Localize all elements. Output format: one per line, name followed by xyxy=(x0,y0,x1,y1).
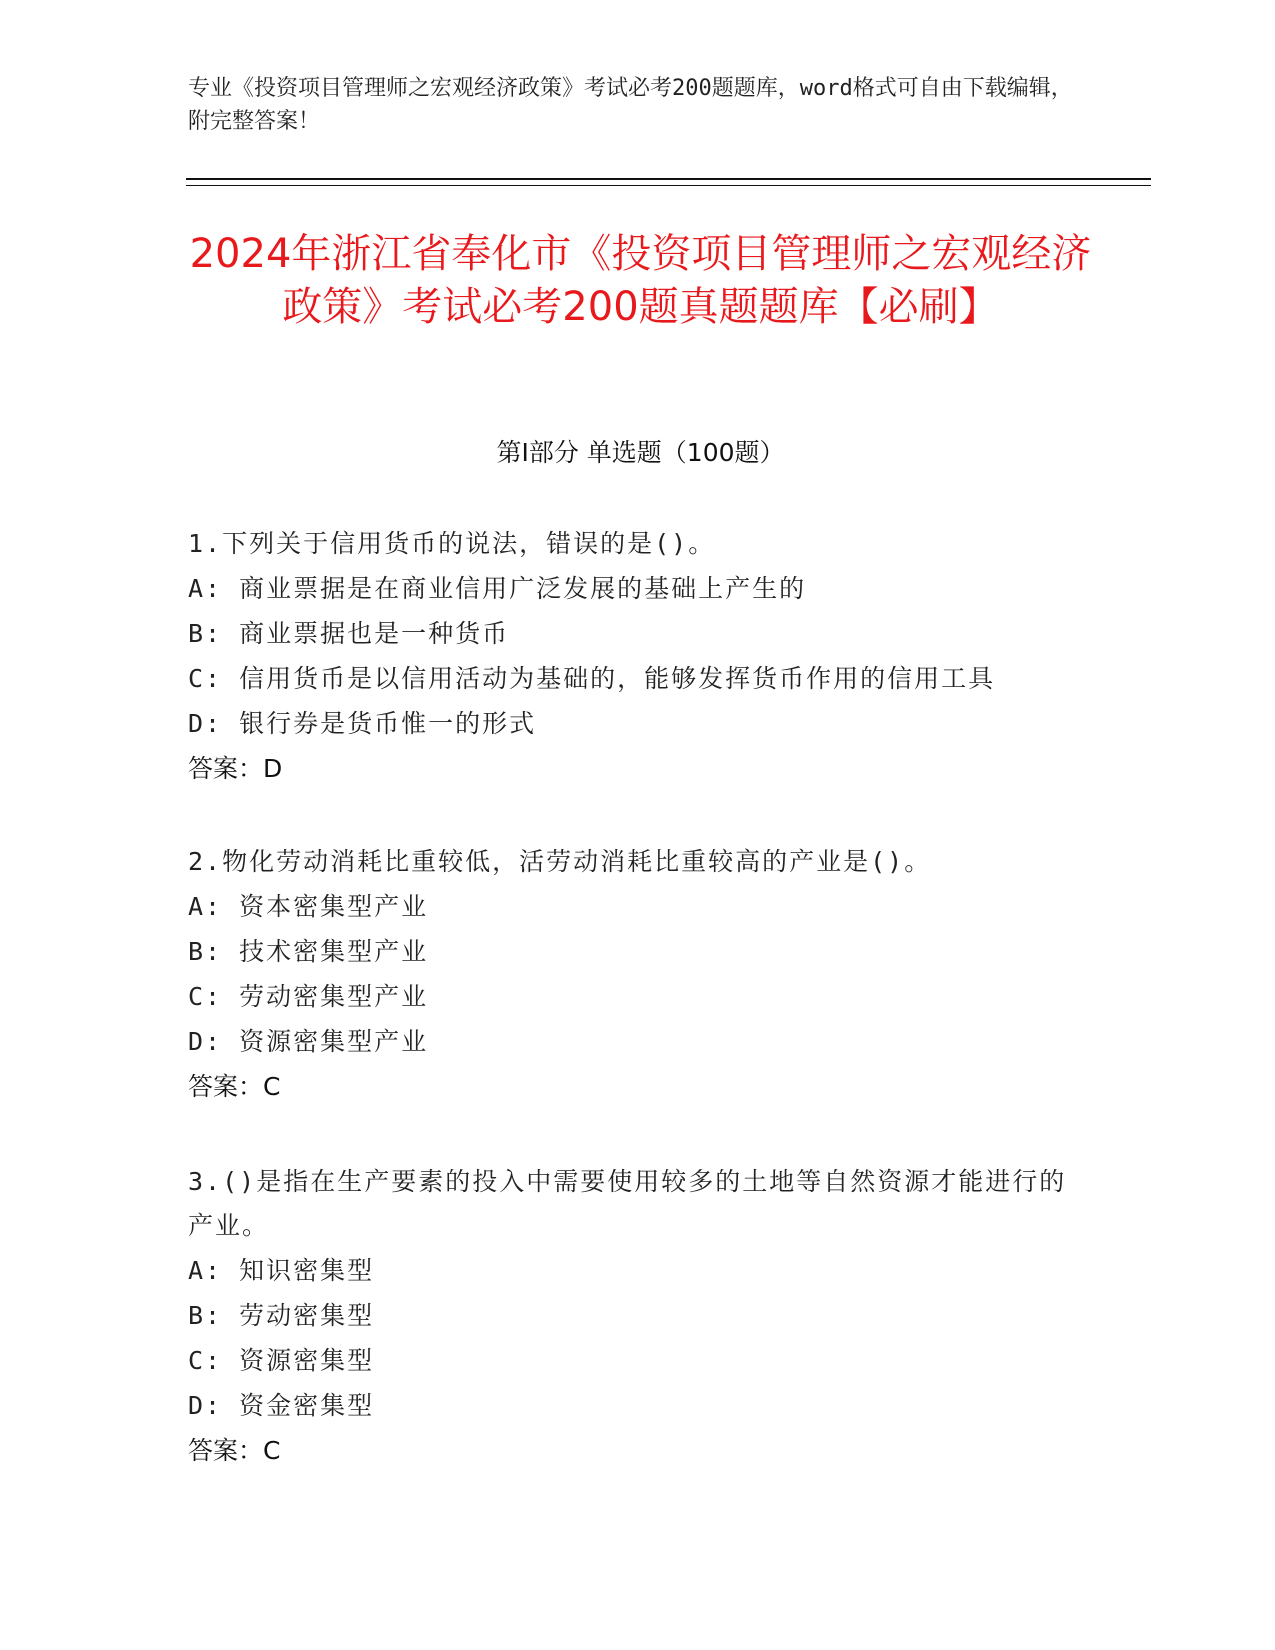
header-divider-thin xyxy=(186,185,1151,186)
option-a: A: 资本密集型产业 xyxy=(188,892,429,921)
option-c: C: 劳动密集型产业 xyxy=(188,982,429,1011)
question-stem: 3.()是指在生产要素的投入中需要使用较多的土地等自然资源才能进行的产业。 xyxy=(188,1167,1067,1240)
question-stem: 1.下列关于信用货币的说法，错误的是()。 xyxy=(188,529,716,558)
question-item xyxy=(188,1160,1088,1473)
answer-label: 答案：D xyxy=(188,754,283,783)
option-a: A: 知识密集型 xyxy=(188,1256,375,1285)
question-item xyxy=(188,840,1088,1109)
option-d: D: 银行券是货币惟一的形式 xyxy=(188,709,537,738)
option-b: B: 技术密集型产业 xyxy=(188,937,429,966)
document-title: 2024年浙江省奉化市《投资项目管理师之宏观经济政策》考试必考200题真题题库【必刷】 xyxy=(189,231,1092,330)
answer-label: 答案：C xyxy=(188,1436,281,1465)
option-d: D: 资金密集型 xyxy=(188,1391,375,1420)
question-stem: 2.物化劳动消耗比重较低，活劳动消耗比重较高的产业是()。 xyxy=(188,847,932,876)
option-b: B: 劳动密集型 xyxy=(188,1301,375,1330)
option-c: C: 资源密集型 xyxy=(188,1346,375,1375)
answer-label: 答案：C xyxy=(188,1072,281,1101)
option-c: C: 信用货币是以信用活动为基础的，能够发挥货币作用的信用工具 xyxy=(188,664,996,693)
header-note: 专业《投资项目管理师之宏观经济政策》考试必考200题题库，word格式可自由下载编辑，附完整答案！ xyxy=(188,76,1073,134)
header-divider xyxy=(186,178,1151,180)
section-heading: 第I部分 单选题（100题） xyxy=(496,438,785,467)
option-b: B: 商业票据也是一种货币 xyxy=(188,619,510,648)
option-d: D: 资源密集型产业 xyxy=(188,1027,429,1056)
option-a: A: 商业票据是在商业信用广泛发展的基础上产生的 xyxy=(188,574,807,603)
question-item xyxy=(188,522,1088,791)
